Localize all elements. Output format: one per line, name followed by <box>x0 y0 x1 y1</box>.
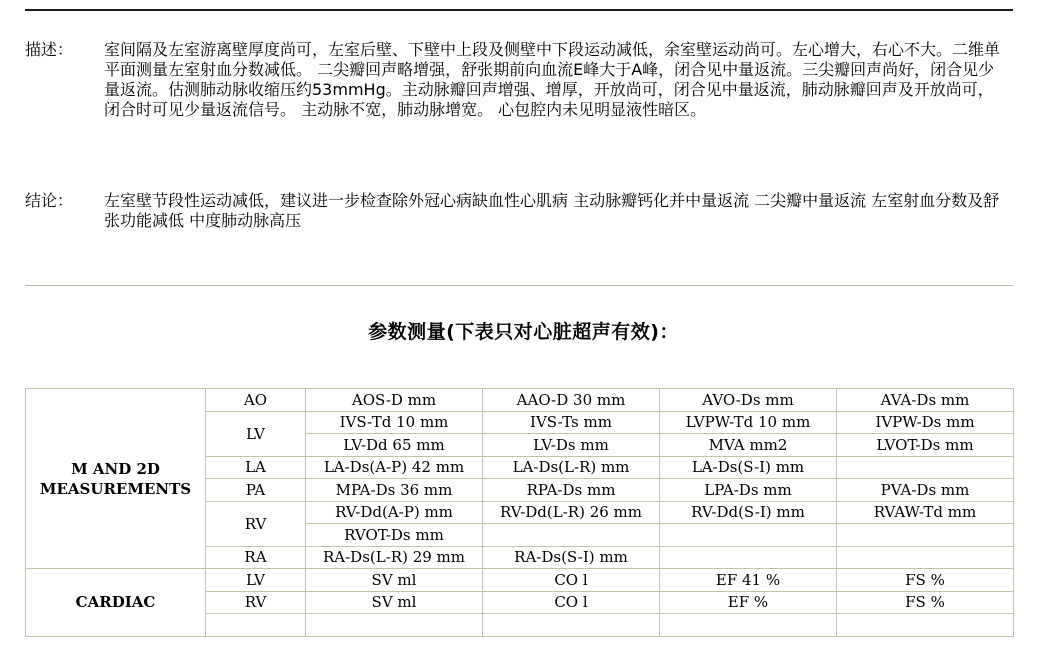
table-cell <box>660 524 837 547</box>
conclusion-text: 左室壁节段性运动减低，建议进一步检查除外冠心病缺血性心肌病 主动脉瓣钙化并中量返流 二尖瓣中量返流 左室射血分数及舒张功能减低 中度肺动脉高压 <box>104 191 1000 230</box>
row-label: LV <box>206 411 306 456</box>
table-cell: RVAW-Td mm <box>837 501 1014 524</box>
table-cell: MPA-Ds 36 mm <box>306 479 483 502</box>
table-cell: CO l <box>483 569 660 592</box>
table-cell: LA-Ds(L-R) mm <box>483 456 660 479</box>
table-cell <box>837 546 1014 569</box>
table-cell <box>837 524 1014 547</box>
table-cell: RV-Dd(A-P) mm <box>306 501 483 524</box>
table-cell: PVA-Ds mm <box>837 479 1014 502</box>
table-cell: AAO-D 30 mm <box>483 389 660 412</box>
table-cell: LVOT-Ds mm <box>837 434 1014 457</box>
table-cell: FS % <box>837 569 1014 592</box>
table-cell: CO l <box>483 591 660 614</box>
table-cell: IVS-Ts mm <box>483 411 660 434</box>
table-row-ao <box>26 389 1014 412</box>
table-cell: RA-Ds(S-I) mm <box>483 546 660 569</box>
table-cell: AOS-D mm <box>306 389 483 412</box>
table-row-cardiac-lv <box>26 569 1014 592</box>
section-title: 参数测量(下表只对心脏超声有效)： <box>368 321 679 343</box>
group-cardiac: CARDIAC <box>26 569 206 637</box>
description-text: 室间隔及左室游离壁厚度尚可，左室后壁、下壁中上段及侧壁中下段运动减低，余室壁运动尚可。左心增大，右心不大。二维单平面测量左室射血分数减低。 二尖瓣回声略增强，舒张期前向血流E峰大于A峰，闭合见中量返流。三尖瓣回声尚好，闭合见少量返流。估测肺动脉收缩压约53mmHg。主动脉瓣回声增强、增厚，开放尚可，闭合见中量返流，肺动脉瓣回声及开放尚可，闭合时可见少量返流信号。 主动脉不宽，肺动脉增宽。 心包腔内未见明显液性暗区。 <box>104 40 1001 119</box>
table-cell: LV-Dd 65 mm <box>306 434 483 457</box>
table-cell: LV-Ds mm <box>483 434 660 457</box>
table-cell: RV-Dd(L-R) 26 mm <box>483 501 660 524</box>
description-label: 描述： <box>25 40 74 59</box>
table-cell: MVA mm2 <box>660 434 837 457</box>
table-cell: AVA-Ds mm <box>837 389 1014 412</box>
table-cell: SV ml <box>306 569 483 592</box>
top-divider <box>25 9 1013 11</box>
table-cell: IVS-Td 10 mm <box>306 411 483 434</box>
table-cell <box>483 524 660 547</box>
table-cell <box>837 456 1014 479</box>
table-cell: LVPW-Td 10 mm <box>660 411 837 434</box>
table-cell <box>660 546 837 569</box>
table-cell: LA-Ds(A-P) 42 mm <box>306 456 483 479</box>
row-label: LA <box>206 456 306 479</box>
table-cell: IVPW-Ds mm <box>837 411 1014 434</box>
table-cell: RV-Dd(S-I) mm <box>660 501 837 524</box>
table-cell: SV ml <box>306 591 483 614</box>
row-label: PA <box>206 479 306 502</box>
row-label: LV <box>206 569 306 592</box>
table-cell: RA-Ds(L-R) 29 mm <box>306 546 483 569</box>
table-cell: RVOT-Ds mm <box>306 524 483 547</box>
row-label: RA <box>206 546 306 569</box>
table-cell: FS % <box>837 591 1014 614</box>
table-cell: RPA-Ds mm <box>483 479 660 502</box>
table-cell: LPA-Ds mm <box>660 479 837 502</box>
section-divider <box>25 285 1013 286</box>
table-cell: EF % <box>660 591 837 614</box>
table-cell: LA-Ds(S-I) mm <box>660 456 837 479</box>
table-cell: AVO-Ds mm <box>660 389 837 412</box>
table-cell: EF 41 % <box>660 569 837 592</box>
measurement-table <box>25 388 1014 637</box>
group-m-and-2d: M AND 2D MEASUREMENTS <box>26 389 206 569</box>
row-label: AO <box>206 389 306 412</box>
row-label: RV <box>206 501 306 546</box>
row-label: RV <box>206 591 306 614</box>
conclusion-label: 结论： <box>25 191 74 210</box>
